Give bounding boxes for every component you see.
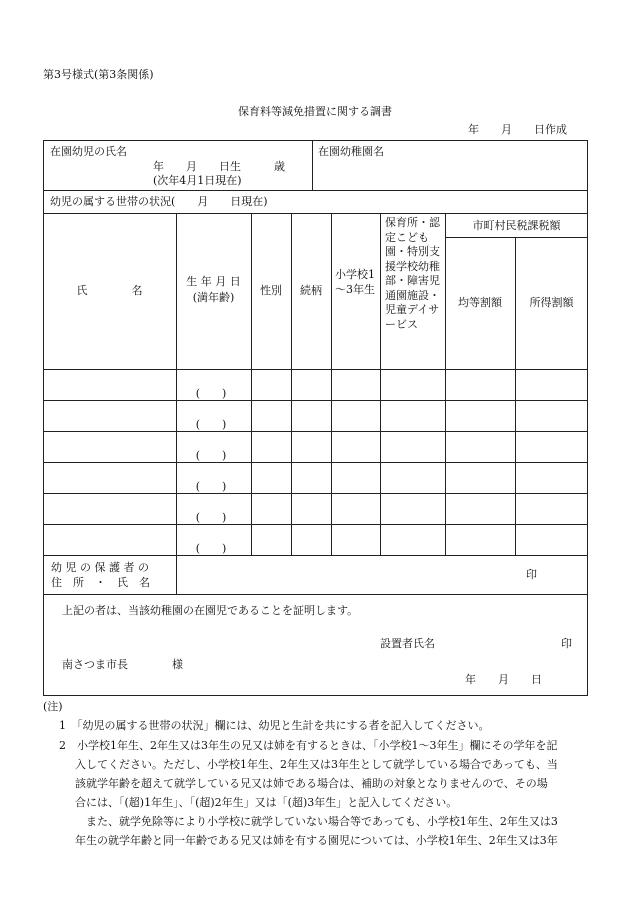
certification-date: 年 月 日: [465, 673, 542, 686]
child-birth-label: 年 月 日生 歳: [153, 160, 285, 173]
household-row-age: ( ): [195, 542, 227, 555]
rule: [43, 190, 588, 191]
col-tax-group: 市町村民税課税額: [472, 219, 561, 232]
rule: [312, 140, 313, 190]
note-line: 年生の就学年齢と同一年齢である兄又は姉を有する園児については、小学校1年生、2年生又は3年: [75, 834, 558, 847]
rule: [43, 524, 588, 525]
form-id: 第3号様式(第3条関係): [43, 68, 154, 81]
col-tax-income: 所得割額: [529, 296, 574, 309]
certification-text: 上記の者は、当該幼稚園の在園児であることを証明します。: [62, 604, 359, 617]
household-row-age: ( ): [195, 480, 227, 493]
rule: [380, 213, 381, 555]
guardian-label-line1: 幼 児 の 保 護 者 の: [51, 561, 149, 574]
guardian-seal: 印: [526, 568, 537, 581]
note-line: また、就学免除等により小学校に就学していない場合等であっても、小学校1年生、2年生又は3: [86, 815, 558, 828]
household-row-age: ( ): [195, 418, 227, 431]
note-line: 入してください。ただし、小学校1年生、2年生又は3年生として就学している場合であっても、当: [75, 758, 558, 771]
rule: [291, 213, 292, 555]
child-age-basis: (次年4月1日現在): [153, 174, 242, 187]
note-line: 合には、「(超)1年生」、「(超)2年生」又は「(超)3年生」と記入してください。: [75, 796, 458, 809]
rule: [43, 400, 588, 401]
rule: [445, 237, 588, 238]
guardian-label-line2: 住 所 ・ 氏 名: [51, 576, 150, 589]
rule: [43, 462, 588, 463]
rule: [43, 431, 588, 432]
col-tax-equal: 均等割額: [458, 296, 502, 309]
rule: [176, 213, 177, 594]
household-row-age: ( ): [195, 387, 227, 400]
founder-name-label: 設置者氏名: [380, 637, 435, 650]
rule: [43, 213, 588, 214]
col-facility: 保育所・認定こども園・特別支援学校幼稚部・障害児通園施設・児童デイサービス: [385, 216, 440, 331]
rule: [43, 493, 588, 494]
rule: [515, 237, 516, 555]
household-status-label: 幼児の属する世帯の状況( 月 日現在): [50, 195, 268, 208]
kindergarten-name-label: 在園幼稚園名: [318, 145, 384, 158]
created-date: 年 月 日作成: [468, 123, 567, 136]
household-row-age: ( ): [195, 449, 227, 462]
rule: [43, 555, 588, 556]
col-school: 小学校1～3年生: [335, 268, 375, 296]
rule: [43, 369, 588, 370]
addressee: 南さつま市長 様: [62, 658, 183, 671]
rule: [331, 213, 332, 555]
note-line: 該就学年齢を超えて就学している兄又は姉である場合は、補助の対象となりませんので、その場: [75, 777, 548, 790]
rule: [43, 594, 588, 595]
notes-heading: (注): [43, 700, 63, 713]
rule: [251, 213, 252, 555]
founder-seal: 印: [561, 637, 572, 650]
col-gender: 性別: [260, 284, 282, 297]
child-name-label: 在園幼児の氏名: [50, 145, 127, 158]
col-relation: 続柄: [300, 284, 322, 297]
col-name: 氏 名: [76, 284, 143, 297]
household-row-age: ( ): [195, 511, 227, 524]
rule: [445, 213, 446, 555]
col-birth-sub: (満年齢): [192, 291, 235, 304]
note-line: 2 小学校1年生、2年生又は3年生の兄又は姉を有するときは、「小学校1～3年生」欄にその学年を記: [59, 739, 558, 752]
note-line: 1 「幼児の属する世帯の状況」欄には、幼児と生計を共にする者を記入してください。: [59, 719, 490, 732]
document-title: 保育料等減免措置に関する調書: [238, 105, 392, 118]
col-birth: 生 年 月 日: [186, 275, 241, 288]
